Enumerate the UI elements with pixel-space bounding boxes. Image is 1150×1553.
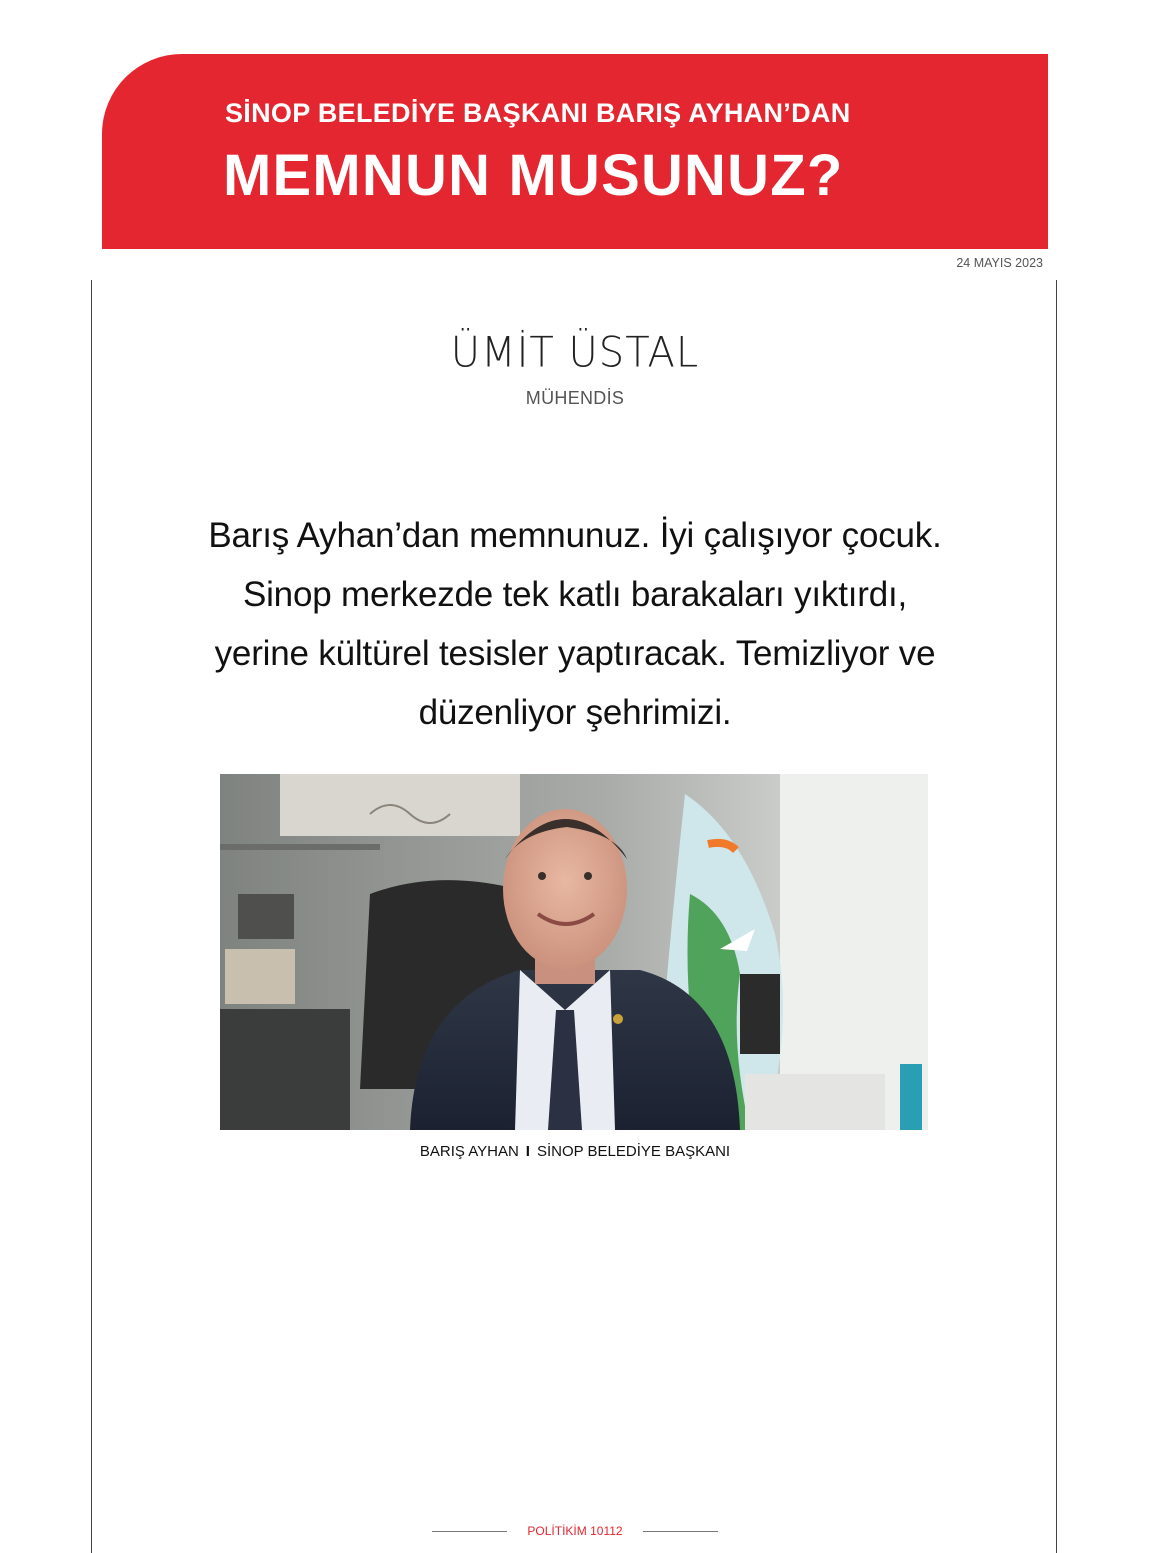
quote-text <box>175 506 975 742</box>
header-banner <box>102 54 1048 249</box>
header-kicker: SİNOP BELEDİYE BAŞKANI BARIŞ AYHAN’DAN <box>225 98 851 128</box>
footer-rule-right <box>643 1531 718 1532</box>
publish-date: 24 MAYIS 2023 <box>956 256 1043 270</box>
caption-name: BARIŞ AYHAN <box>419 1143 519 1160</box>
footer-rule-left <box>432 1531 507 1532</box>
frame-left-rule <box>91 280 92 1553</box>
photo-caption <box>0 1143 1150 1160</box>
author-name: ÜMİT ÜSTAL <box>450 328 700 378</box>
author-role: MÜHENDİS <box>525 388 625 408</box>
caption-separator: I <box>525 1143 530 1160</box>
quote-line: Sinop merkezde tek katlı barakaları yıktırdı, <box>242 575 908 614</box>
frame-right-rule <box>1056 280 1057 1553</box>
caption-title: SİNOP BELEDİYE BAŞKANI <box>536 1143 731 1160</box>
quote-line: Barış Ayhan’dan memnunuz. İyi çalışıyor çocuk. <box>208 516 942 555</box>
headline: MEMNUN MUSUNUZ? <box>223 143 844 208</box>
quote-line: düzenliyor şehrimizi. <box>418 693 732 732</box>
page-footer <box>0 1524 1150 1538</box>
mayor-photo-illustration <box>220 774 928 1130</box>
footer-label: POLİTİKİM 10112 <box>527 1524 623 1538</box>
mayor-photo <box>220 774 928 1130</box>
quote-line: yerine kültürel tesisler yaptıracak. Temizliyor ve <box>214 634 936 673</box>
